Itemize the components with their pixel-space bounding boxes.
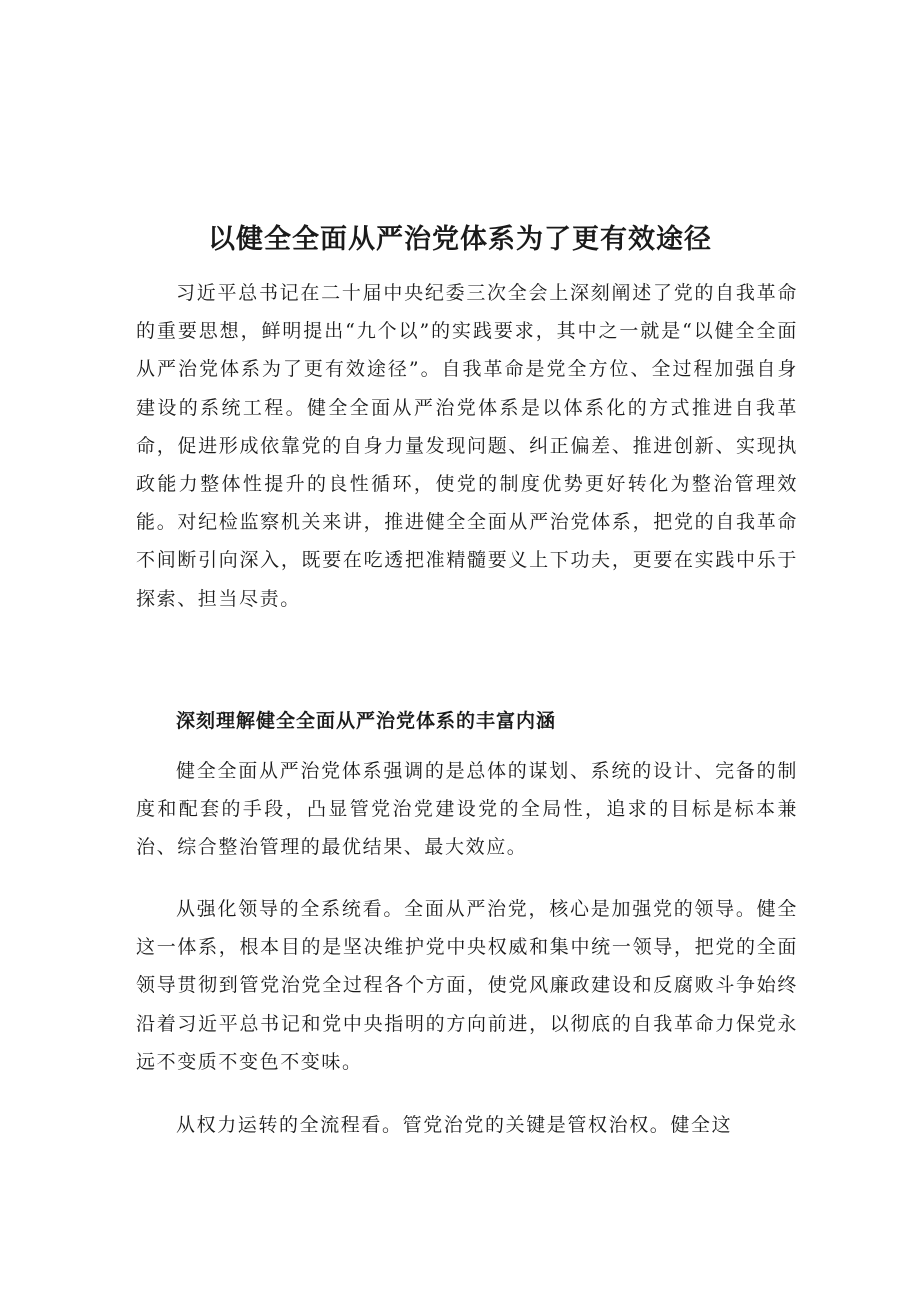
intro-paragraph: 习近平总书记在二十届中央纪委三次全会上深刻阐述了党的自我革命的重要思想，鲜明提出“九个以”的实践要求，其中之一就是“以健全全面从严治党体系为了更有效途径”。自我革命是党全方位、全过程加强自身建设的系统工程。健全全面从严治党体系是以体系化的方式推进自我革命，促进形成依靠党的自身力量发现问题、纠正偏差、推进创新、实现执政能力整体性提升的良性循环，使党的制度优势更好转化为整治管理效能。对纪检监察机关来讲，推进健全全面从严治党体系，把党的自我革命不间断引向深入，既要在吃透把准精髓要义上下功夫，更要在实践中乐于探索、担当尽责。 — [136, 282, 798, 610]
section-heading: 深刻理解健全全面从严治党体系的丰富内涵 — [176, 710, 557, 732]
document-title: 以健全全面从严治党体系为了更有效途径 — [208, 224, 712, 255]
body-paragraph-leadership: 从强化领导的全系统看。全面从严治党，核心是加强党的领导。健全这一体系，根本目的是坚决维护党中央权威和集中统一领导，把党的全面领导贯彻到管党治党全过程各个方面，使党风廉政建设和反腐败斗争始终沿着习近平总书记和党中央指明的方向前进，以彻底的自我革命力保党永远不变质不变色不变味。 — [136, 898, 798, 1073]
body-paragraph-overview: 健全全面从严治党体系强调的是总体的谋划、系统的设计、完备的制度和配套的手段，凸显管党治党建设党的全局性，追求的目标是标本兼治、综合整治管理的最优结果、最大效应。 — [136, 760, 798, 859]
body-paragraph-power: 从权力运转的全流程看。管党治党的关键是管权治权。健全这 — [176, 1114, 733, 1136]
